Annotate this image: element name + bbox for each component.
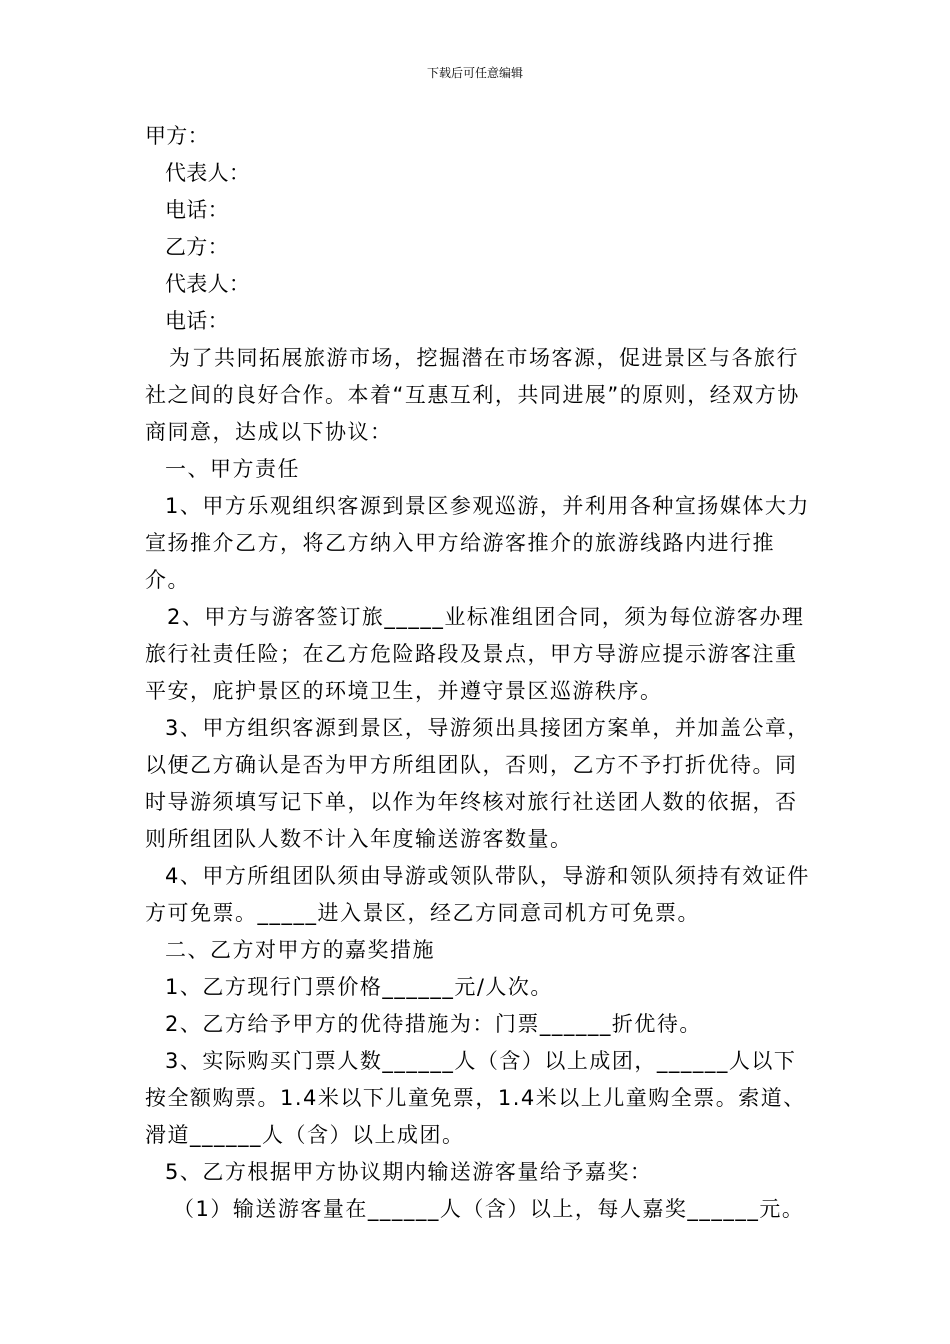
party-a-representative: 代表人： [165, 161, 251, 185]
contract-body [145, 118, 810, 1228]
section-heading-party-a: 一、甲方责任 [165, 457, 300, 481]
clause-a-4: 4、甲方所组团队须由导游或领队带队，导游和领队须持有效证件方可免票。_____进入景区，经乙方同意司机方可免票。 [145, 864, 810, 925]
clause-b-3: 3、实际购买门票人数______人（含）以上成团，______人以下按全额购票。1.4米以下儿童免票，1.4米以上儿童购全票。索道、滑道______人（含）以上成团。 [145, 1049, 806, 1147]
clause-a-1: 1、甲方乐观组织客源到景区参观巡游，并利用各种宣扬媒体大力宣扬推介乙方，将乙方纳入甲方给游客推介的旅游线路内进行推介。 [145, 494, 810, 592]
clause-a-2: 2、甲方与游客签订旅_____业标准组团合同，须为每位游客办理旅行社责任险；在乙方危险路段及景点，甲方导游应提示游客注重平安，庇护景区的环境卫生，并遵守景区巡游秩序。 [145, 605, 805, 703]
clause-b-5: 5、乙方根据甲方协议期内输送游客量给予嘉奖： [165, 1160, 653, 1184]
party-b-phone: 电话： [165, 309, 229, 333]
party-b-label: 乙方： [165, 235, 229, 259]
section-heading-party-b: 二、乙方对甲方的嘉奖措施 [165, 938, 435, 962]
party-a-phone: 电话： [165, 198, 229, 222]
clause-b-1: 1、乙方现行门票价格______元/人次。 [165, 975, 553, 999]
clause-a-3: 3、甲方组织客源到景区，导游须出具接团方案单，并加盖公章，以便乙方确认是否为甲方所组团队，否则，乙方不予打折优待。同时导游须填写记下单，以作为年终核对旅行社送团人数的依据，否则所组团队人数不计入年度输送游客数量。 [145, 716, 810, 851]
clause-b-2: 2、乙方给予甲方的优待措施为：门票______折优待。 [165, 1012, 702, 1036]
clause-b-5-1: （1）输送游客量在______人（含）以上，每人嘉奖______元。 [173, 1197, 805, 1221]
party-b-representative: 代表人： [165, 272, 251, 296]
preamble-paragraph: 为了共同拓展旅游市场，挖掘潜在市场客源，促进景区与各旅行社之间的良好合作。本着“互惠互利，共同进展”的原则，经双方协商同意，达成以下协议： [145, 346, 800, 444]
page-header: 下载后可任意编辑 [426, 66, 523, 80]
party-a-label: 甲方： [145, 124, 209, 148]
